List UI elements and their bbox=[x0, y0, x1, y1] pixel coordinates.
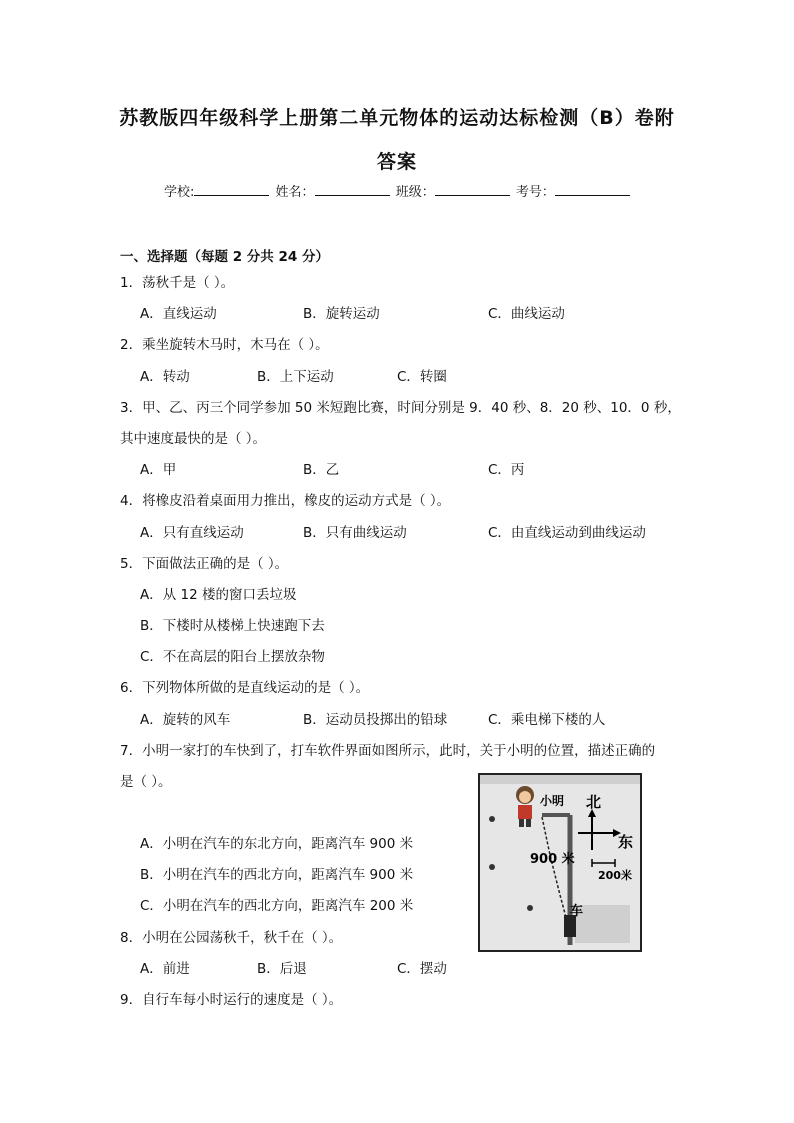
question-stem: 4．将橡皮沿着桌面用力推出，橡皮的运动方式是（ ）。 bbox=[120, 493, 451, 509]
option-a: A．旋转的风车 bbox=[140, 712, 231, 728]
option-c: C．曲线运动 bbox=[488, 306, 565, 322]
question-stem: 6．下列物体所做的是直线运动的是（ ）。 bbox=[120, 680, 370, 696]
option-a: A．甲 bbox=[140, 462, 177, 478]
map-drawing bbox=[480, 775, 640, 950]
option-a: A．从 12 楼的窗口丢垃圾 bbox=[140, 587, 297, 603]
question-stem: 5．下面做法正确的是（ ）。 bbox=[120, 556, 289, 572]
option-b: B．上下运动 bbox=[257, 369, 334, 385]
question-stem-cont: 是（ ）。 bbox=[120, 774, 172, 790]
map-east-label: 东 bbox=[618, 833, 634, 851]
option-b: B．旋转运动 bbox=[303, 306, 380, 322]
option-b: B．下楼时从楼梯上快速跑下去 bbox=[140, 618, 325, 634]
option-b: B．乙 bbox=[303, 462, 340, 478]
option-b: B．小明在汽车的西北方向，距离汽车 900 米 bbox=[140, 867, 414, 883]
question-stem: 8．小明在公园荡秋千，秋千在（ ）。 bbox=[120, 930, 343, 946]
name-blank[interactable] bbox=[315, 183, 390, 196]
option-c: C．摆动 bbox=[397, 961, 447, 977]
class-label: 班级： bbox=[395, 185, 435, 200]
option-c: C．不在高层的阳台上摆放杂物 bbox=[140, 649, 325, 665]
document-title-line2: 答案 bbox=[376, 151, 417, 173]
section-heading: 一、选择题（每题 2 分共 24 分） bbox=[120, 249, 329, 265]
option-b: B．只有曲线运动 bbox=[303, 525, 407, 541]
option-a: A．只有直线运动 bbox=[140, 525, 244, 541]
school-blank[interactable] bbox=[194, 183, 269, 196]
map-car-label: 车 bbox=[570, 904, 584, 919]
school-label: 学校: bbox=[164, 185, 195, 200]
exam-no-label: 考号： bbox=[515, 185, 555, 200]
map-north-label: 北 bbox=[586, 793, 602, 811]
option-a: A．转动 bbox=[140, 369, 190, 385]
question-stem: 7．小明一家打的车快到了，打车软件界面如图所示，此时，关于小明的位置，描述正确的 bbox=[120, 743, 656, 759]
question-stem: 9．自行车每小时运行的速度是（ ）。 bbox=[120, 992, 343, 1008]
option-c: C．丙 bbox=[488, 462, 525, 478]
question-stem: 1．荡秋千是（ ）。 bbox=[120, 275, 235, 291]
question-stem-cont: 其中速度最快的是（ ）。 bbox=[120, 431, 267, 447]
class-blank[interactable] bbox=[435, 183, 510, 196]
name-label: 姓名： bbox=[275, 185, 315, 200]
exam-no-blank[interactable] bbox=[555, 183, 630, 196]
option-a: A．小明在汽车的东北方向，距离汽车 900 米 bbox=[140, 836, 414, 852]
question-stem: 3．甲、乙、丙三个同学参加 50 米短跑比赛，时间分别是 9．40 秒、8．20 秒、10．0 秒， bbox=[120, 400, 681, 416]
map-person-label: 小明 bbox=[540, 794, 565, 808]
option-b: B．运动员投掷出的铅球 bbox=[303, 712, 448, 728]
document-title-line1: 苏教版四年级科学上册第二单元物体的运动达标检测（B）卷附 bbox=[119, 107, 675, 129]
taxi-app-map-figure bbox=[478, 773, 642, 952]
question-stem: 2．乘坐旋转木马时，木马在（ ）。 bbox=[120, 337, 329, 353]
option-b: B．后退 bbox=[257, 961, 307, 977]
map-200m-label: 200米 bbox=[598, 869, 632, 882]
option-c: C．小明在汽车的西北方向，距离汽车 200 米 bbox=[140, 898, 414, 914]
student-info-row bbox=[164, 181, 630, 200]
map-900m-label: 900 米 bbox=[530, 852, 575, 867]
option-c: C．乘电梯下楼的人 bbox=[488, 712, 606, 728]
option-a: A．前进 bbox=[140, 961, 190, 977]
option-a: A．直线运动 bbox=[140, 306, 217, 322]
option-c: C．由直线运动到曲线运动 bbox=[488, 525, 646, 541]
option-c: C．转圈 bbox=[397, 369, 447, 385]
